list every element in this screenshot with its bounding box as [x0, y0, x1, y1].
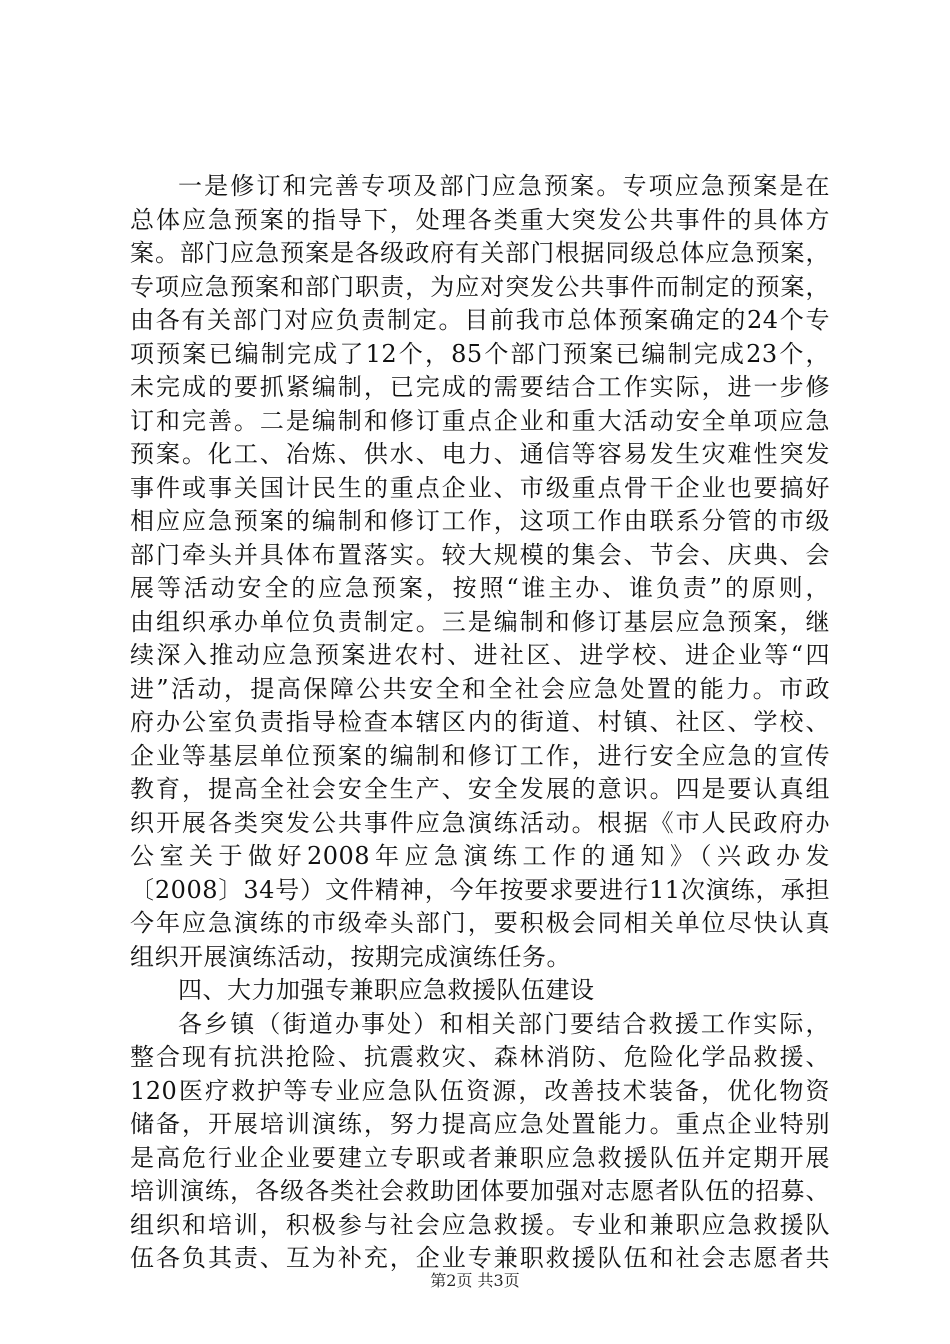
text-line: 未完成的要抓紧编制，已完成的需要结合工作实际，进一步修	[130, 373, 830, 401]
text-line: 由组织承办单位负责制定。三是编制和修订基层应急预案，继	[130, 607, 830, 636]
text-line: 织开展各类突发公共事件应急演练活动。根据《市人民政府办	[130, 808, 830, 837]
text-line: 续深入推动应急预案进农村、进社区、进学校、进企业等“四	[130, 641, 830, 669]
text-line: 部门牵头并具体布置落实。较大规模的集会、节会、庆典、会	[130, 540, 830, 569]
page-number: 第2页 共3页	[430, 1271, 520, 1290]
text-line: 进”活动，提高保障公共安全和全社会应急处置的能力。市政	[130, 674, 830, 703]
text-line: 专项应急预案和部门职责，为应对突发公共事件而制定的预案，	[130, 272, 830, 301]
text-line: 府办公室负责指导检查本辖区内的街道、村镇、社区、学校、	[130, 708, 830, 736]
text-line: 120医疗救护等专业应急队伍资源，改善技术装备，优化物资	[130, 1076, 830, 1105]
text-line: 一是修订和完善专项及部门应急预案。专项应急预案是在	[178, 172, 830, 200]
text-line: 展等活动安全的应急预案，按照“谁主办、谁负责”的原则，	[130, 574, 830, 602]
text-line: 相应应急预案的编制和修订工作，这项工作由联系分管的市级	[130, 507, 830, 535]
text-line: 案。部门应急预案是各级政府有关部门根据同级总体应急预案，	[130, 239, 830, 267]
text-line: 〔2008〕34号）文件精神，今年按要求要进行11次演练，承担	[130, 875, 830, 904]
document-body	[130, 170, 830, 1276]
text-line: 总体应急预案的指导下，处理各类重大突发公共事件的具体方	[130, 205, 830, 234]
text-line: 公室关于做好2008年应急演练工作的通知》（兴政办发	[130, 842, 830, 870]
text-line: 各乡镇（街道办事处）和相关部门要结合救援工作实际，	[178, 1009, 830, 1038]
text-line: 由各有关部门对应负责制定。目前我市总体预案确定的24个专	[130, 306, 830, 334]
text-line: 组织开展演练活动，按期完成演练任务。	[130, 942, 571, 971]
text-line: 组织和培训，积极参与社会应急救援。专业和兼职应急救援队	[130, 1210, 830, 1239]
text-line: 教育，提高全社会安全生产、安全发展的意识。四是要认真组	[130, 775, 830, 803]
text-line: 订和完善。二是编制和修订重点企业和重大活动安全单项应急	[130, 406, 830, 435]
text-line: 企业等基层单位预案的编制和修订工作，进行安全应急的宣传	[130, 741, 830, 770]
text-line: 预案。化工、冶炼、供水、电力、通信等容易发生灾难性突发	[130, 440, 830, 468]
page-footer	[0, 1268, 950, 1291]
text-line: 今年应急演练的市级牵头部门，要积极会同相关单位尽快认真	[130, 909, 830, 937]
section-heading: 四、大力加强专兼职应急救援队伍建设	[178, 976, 595, 1004]
text-line: 项预案已编制完成了12个，85个部门预案已编制完成23个，	[130, 339, 830, 368]
text-line: 伍各负其责、互为补充，企业专兼职救援队伍和社会志愿者共	[130, 1244, 830, 1272]
text-line: 是高危行业企业要建立专职或者兼职应急救援队伍并定期开展	[130, 1143, 830, 1172]
text-line: 培训演练，各级各类社会救助团体要加强对志愿者队伍的招募、	[130, 1177, 830, 1205]
text-line: 整合现有抗洪抢险、抗震救灾、森林消防、危险化学品救援、	[130, 1043, 830, 1071]
text-line: 储备，开展培训演练，努力提高应急处置能力。重点企业特别	[130, 1110, 830, 1138]
text-line: 事件或事关国计民生的重点企业、市级重点骨干企业也要搞好	[130, 473, 830, 502]
